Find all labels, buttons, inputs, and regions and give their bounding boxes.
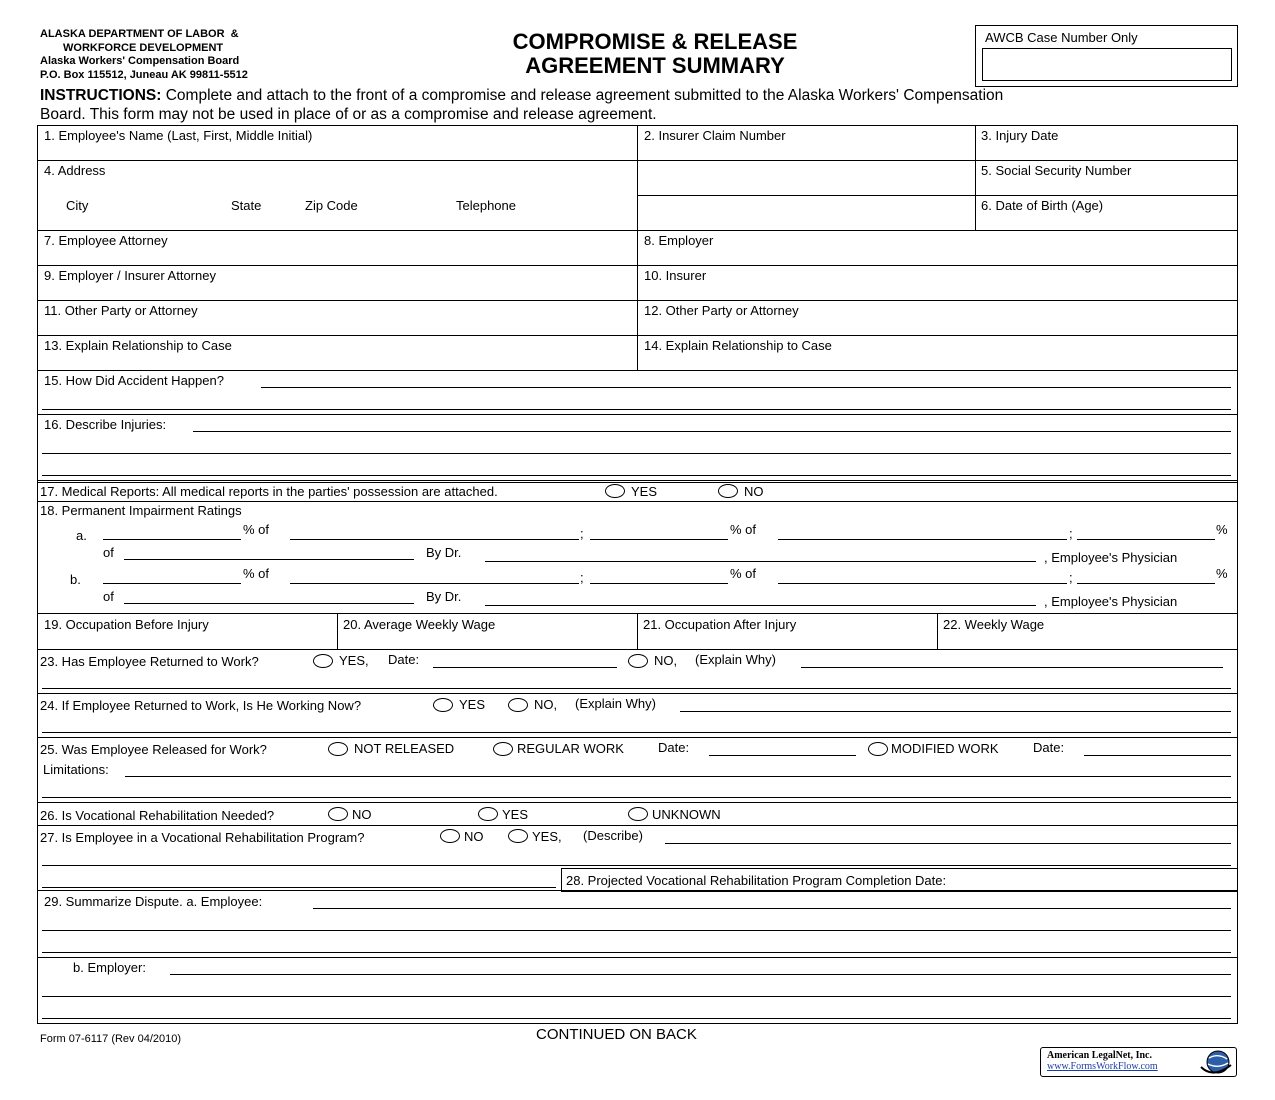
- modified-work-label: MODIFIED WORK: [891, 741, 999, 756]
- injury-date-label: 3. Injury Date: [981, 128, 1059, 143]
- impairment-b-label: b.: [70, 572, 81, 587]
- logo-name: American LegalNet, Inc.: [1047, 1050, 1152, 1061]
- impairment-b-pct-2[interactable]: [590, 583, 728, 584]
- accident-input-line-1[interactable]: [261, 387, 1231, 388]
- impairment-a-pct-1[interactable]: [103, 539, 241, 540]
- impairment-b-of-input[interactable]: [124, 603, 414, 604]
- agency-line-2: WORKFORCE DEVELOPMENT: [63, 41, 224, 54]
- dispute-employee-input-1[interactable]: [313, 908, 1231, 909]
- medical-yes-radio[interactable]: [605, 484, 625, 498]
- medical-no-radio[interactable]: [718, 484, 738, 498]
- pct-of-b2: % of: [730, 566, 757, 581]
- weekly-wage-label: 22. Weekly Wage: [943, 617, 1045, 632]
- insurer-claim-number-label: 2. Insurer Claim Number: [644, 128, 786, 143]
- voc-program-describe-input-2[interactable]: [42, 865, 1231, 866]
- pct-of-a2: % of: [730, 522, 757, 537]
- completion-date-label: 28. Projected Vocational Rehabilitation Program Completion Date:: [566, 873, 947, 888]
- injuries-input-line-1[interactable]: [193, 431, 1231, 432]
- voc-needed-yes-radio[interactable]: [478, 807, 498, 821]
- returned-no-label: NO,: [654, 653, 678, 668]
- semicolon: ;: [580, 570, 584, 585]
- other-party-11-label: 11. Other Party or Attorney: [44, 303, 198, 318]
- impairment-a-pct-2[interactable]: [590, 539, 728, 540]
- employer-label: 8. Employer: [644, 233, 714, 248]
- voc-program-label: 27. Is Employee in a Vocational Rehabilitation Program?: [40, 830, 365, 845]
- returned-date-label: Date:: [388, 652, 420, 667]
- instructions-label: INSTRUCTIONS:: [40, 87, 162, 104]
- of-a: of: [103, 545, 114, 560]
- title-line-2: AGREEMENT SUMMARY: [525, 53, 785, 78]
- dispute-employer-input-3[interactable]: [42, 1018, 1231, 1019]
- dispute-employee-input-2[interactable]: [42, 930, 1231, 931]
- returned-yes-radio[interactable]: [313, 654, 333, 668]
- impairment-a-label: a.: [76, 528, 87, 543]
- pct-b3: %: [1216, 566, 1228, 581]
- voc-needed-no-label: NO: [352, 807, 372, 822]
- injuries-label: 16. Describe Injuries:: [44, 417, 167, 432]
- impairment-b-pct-3[interactable]: [1077, 583, 1215, 584]
- agency-line-3: Alaska Workers' Compensation Board: [40, 55, 240, 67]
- working-yes-radio[interactable]: [433, 698, 453, 712]
- impairment-label: 18. Permanent Impairment Ratings: [40, 503, 242, 518]
- voc-needed-yes-label: YES: [502, 807, 529, 822]
- modified-work-radio[interactable]: [868, 742, 888, 756]
- logo-badge: [1040, 1047, 1237, 1077]
- returned-date-input[interactable]: [433, 667, 617, 668]
- voc-program-yes-label: YES,: [532, 829, 562, 844]
- impairment-a-pct-3[interactable]: [1077, 539, 1215, 540]
- limitations-label: Limitations:: [43, 762, 109, 777]
- voc-program-no-radio[interactable]: [440, 829, 460, 843]
- not-released-label: NOT RELEASED: [354, 741, 455, 756]
- medical-yes-label: YES: [631, 484, 658, 499]
- working-yes-label: YES: [459, 697, 486, 712]
- telephone-label: Telephone: [456, 198, 516, 213]
- voc-rehab-needed-label: 26. Is Vocational Rehabilitation Needed?: [40, 808, 275, 823]
- avg-weekly-wage-label: 20. Average Weekly Wage: [343, 617, 496, 632]
- semicolon: ;: [1069, 526, 1073, 541]
- impairment-a-of-input[interactable]: [124, 559, 414, 560]
- agency-line-1: ALASKA DEPARTMENT OF LABOR &: [40, 28, 239, 40]
- form-number: Form 07-6117 (Rev 04/2010): [40, 1033, 182, 1045]
- impairment-a-body-1[interactable]: [290, 539, 579, 540]
- insurer-label: 10. Insurer: [644, 268, 707, 283]
- city-label: City: [66, 198, 89, 213]
- occupation-after-label: 21. Occupation After Injury: [643, 617, 797, 632]
- continued-on-back: CONTINUED ON BACK: [536, 1026, 697, 1043]
- regular-work-label: REGULAR WORK: [517, 741, 624, 756]
- impairment-b-pct-1[interactable]: [103, 583, 241, 584]
- by-dr-b: By Dr.: [426, 589, 462, 604]
- voc-needed-no-radio[interactable]: [328, 807, 348, 821]
- injuries-input-line-3[interactable]: [42, 475, 1231, 476]
- returned-explain-input-1[interactable]: [801, 667, 1223, 668]
- impairment-b-body-2[interactable]: [778, 583, 1067, 584]
- pct-a3: %: [1216, 522, 1228, 537]
- limitations-input-1[interactable]: [125, 776, 1231, 777]
- voc-program-describe-input-3[interactable]: [42, 887, 556, 888]
- medical-no-label: NO: [744, 484, 764, 499]
- voc-program-describe-input-1[interactable]: [665, 843, 1231, 844]
- working-now-label: 24. If Employee Returned to Work, Is He Working Now?: [40, 698, 362, 713]
- medical-reports-label: 17. Medical Reports: All medical reports in the parties' possession are attached.: [40, 484, 498, 499]
- semicolon: ;: [1069, 570, 1073, 585]
- modified-date-label: Date:: [1033, 740, 1065, 755]
- returned-no-radio[interactable]: [628, 654, 648, 668]
- returned-explain-input-2[interactable]: [42, 688, 1231, 689]
- agency-line-4: P.O. Box 115512, Juneau AK 99811-5512: [40, 68, 248, 81]
- voc-program-no-label: NO: [464, 829, 484, 844]
- instructions-line-1: Complete and attach to the front of a compromise and release agreement submitted to the Alaska Workers' Compensation: [161, 87, 1004, 104]
- regular-date-label: Date:: [658, 740, 690, 755]
- dispute-employer-input-2[interactable]: [42, 996, 1231, 997]
- semicolon: ;: [580, 526, 584, 541]
- working-no-label: NO,: [534, 697, 558, 712]
- modified-date-input[interactable]: [1084, 755, 1231, 756]
- working-explain-label: (Explain Why): [575, 696, 656, 711]
- dispute-employee-label: 29. Summarize Dispute. a. Employee:: [44, 894, 263, 909]
- relationship-13-label: 13. Explain Relationship to Case: [44, 338, 232, 353]
- instructions-line-2: Board. This form may not be used in place of or as a compromise and release agreement.: [40, 106, 657, 123]
- emp-physician-a: , Employee's Physician: [1044, 550, 1178, 565]
- of-b: of: [103, 589, 114, 604]
- pct-of-a1: % of: [243, 522, 270, 537]
- working-explain-input-1[interactable]: [680, 711, 1231, 712]
- agency-block: [40, 28, 248, 82]
- relationship-14-label: 14. Explain Relationship to Case: [644, 338, 832, 353]
- voc-needed-unknown-radio[interactable]: [628, 807, 648, 821]
- zip-label: Zip Code: [305, 198, 358, 213]
- voc-program-describe-label: (Describe): [583, 828, 643, 843]
- impairment-a-body-2[interactable]: [778, 539, 1067, 540]
- case-number-box: [975, 25, 1238, 87]
- employee-attorney-label: 7. Employee Attorney: [44, 233, 168, 248]
- case-number-label: AWCB Case Number Only: [985, 30, 1138, 45]
- occupation-before-label: 19. Occupation Before Injury: [44, 617, 209, 632]
- dob-label: 6. Date of Birth (Age): [981, 198, 1104, 213]
- working-explain-input-2[interactable]: [42, 732, 1231, 733]
- not-released-radio[interactable]: [328, 742, 348, 756]
- regular-work-radio[interactable]: [493, 742, 513, 756]
- returned-explain-label: (Explain Why): [695, 652, 776, 667]
- returned-yes-label: YES,: [339, 653, 369, 668]
- instructions: [40, 86, 1240, 124]
- by-dr-a: By Dr.: [426, 545, 462, 560]
- regular-date-input[interactable]: [709, 755, 856, 756]
- case-number-input[interactable]: [982, 48, 1232, 81]
- ssn-label: 5. Social Security Number: [981, 163, 1132, 178]
- title-line-1: COMPROMISE & RELEASE: [512, 29, 798, 54]
- employer-insurer-attorney-label: 9. Employer / Insurer Attorney: [44, 268, 216, 283]
- globe-icon: [1199, 1049, 1233, 1075]
- other-party-12-label: 12. Other Party or Attorney: [644, 303, 799, 318]
- logo-url: www.FormsWorkFlow.com: [1047, 1061, 1158, 1072]
- injuries-input-line-2[interactable]: [42, 453, 1231, 454]
- dispute-employer-input-1[interactable]: [170, 974, 1231, 975]
- employee-name-label: 1. Employee's Name (Last, First, Middle Initial): [44, 128, 313, 143]
- accident-label: 15. How Did Accident Happen?: [44, 373, 224, 388]
- impairment-a-doctor-input[interactable]: [485, 561, 1036, 562]
- emp-physician-b: , Employee's Physician: [1044, 594, 1178, 609]
- dispute-employee-input-3[interactable]: [42, 952, 1231, 953]
- released-label: 25. Was Employee Released for Work?: [40, 742, 267, 757]
- returned-to-work-label: 23. Has Employee Returned to Work?: [40, 654, 259, 669]
- impairment-b-doctor-input[interactable]: [485, 605, 1036, 606]
- dispute-employer-label: b. Employer:: [73, 960, 146, 975]
- working-no-radio[interactable]: [508, 698, 528, 712]
- limitations-input-2[interactable]: [42, 797, 1231, 798]
- accident-input-line-2[interactable]: [42, 409, 1231, 410]
- voc-needed-unknown-label: UNKNOWN: [652, 807, 721, 822]
- impairment-b-body-1[interactable]: [290, 583, 579, 584]
- voc-program-yes-radio[interactable]: [508, 829, 528, 843]
- form-title: [440, 30, 870, 78]
- state-label: State: [231, 198, 262, 213]
- address-label: 4. Address: [44, 163, 106, 178]
- pct-of-b1: % of: [243, 566, 270, 581]
